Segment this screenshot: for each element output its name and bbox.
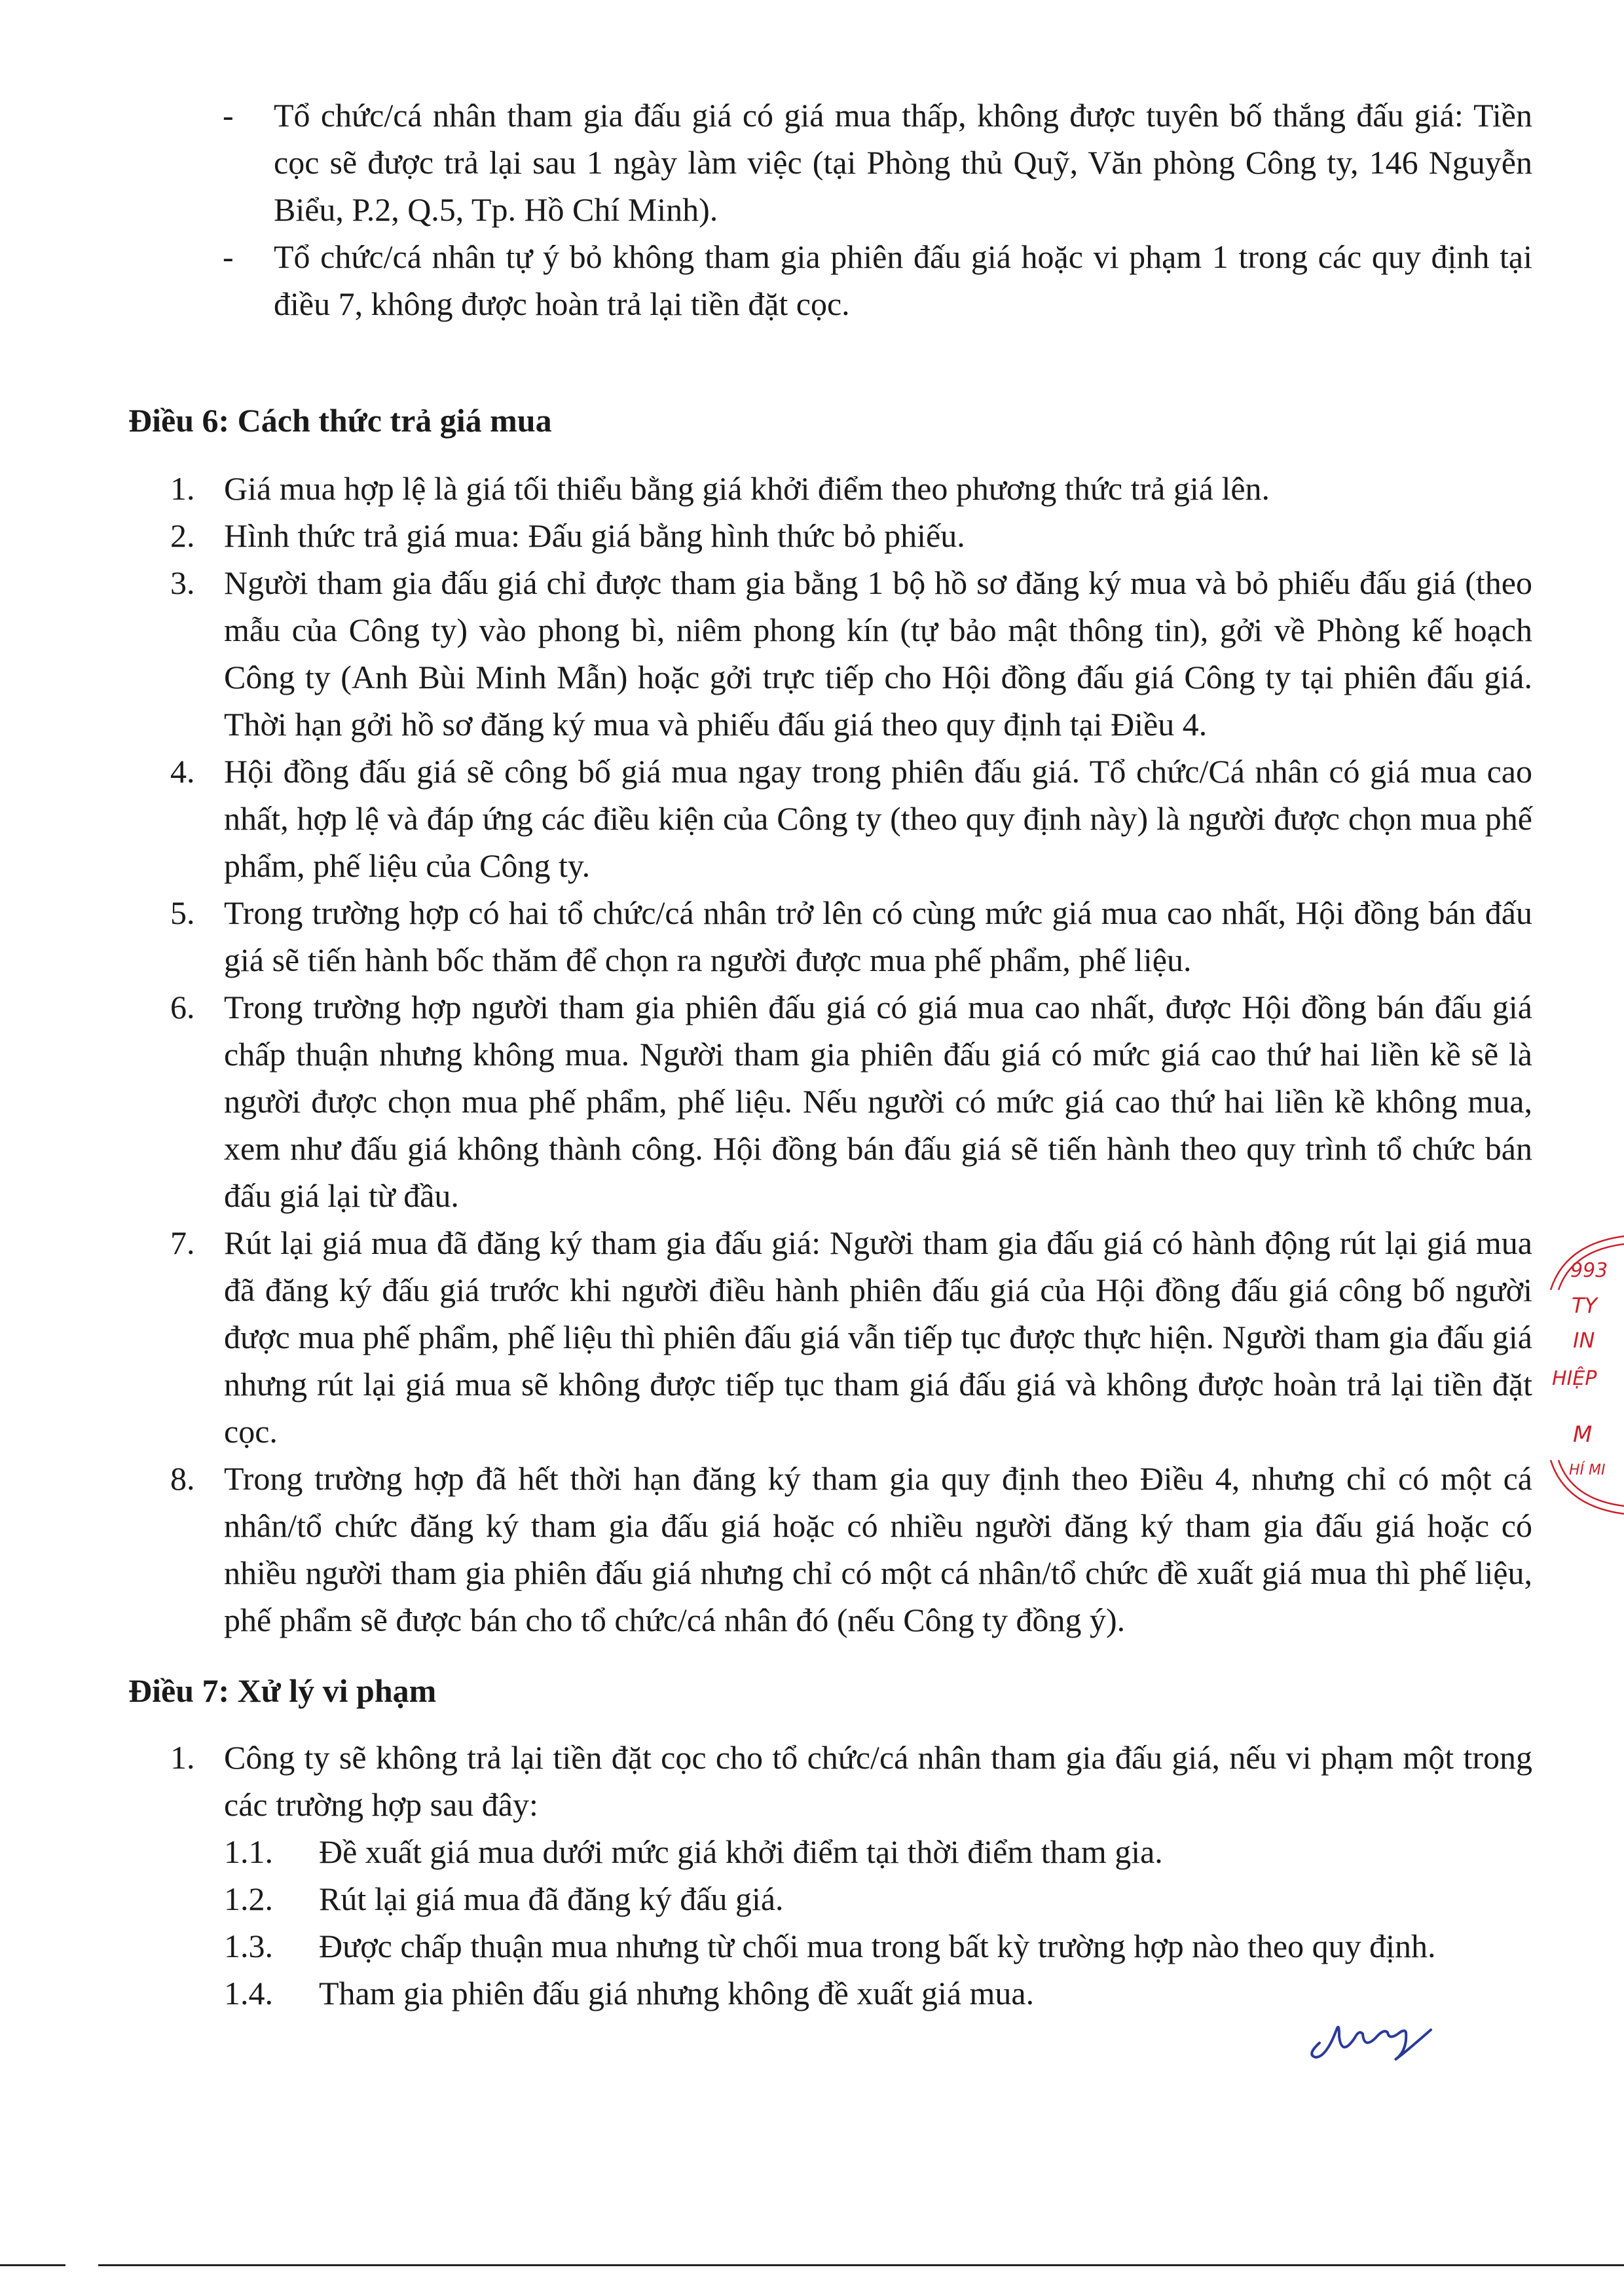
item-text: Rút lại giá mua đã đăng ký tham gia đấu giá: Người tham gia đấu giá có hành động rút lại giá mua đã đăng ký đấu giá trước khi người điều hành phiên đấu giá của Hội đồng đấu giá công bố người được mua phế phẩm, phế liệu thì phiên đấu giá vẫn tiếp tục được thực hiện. Người tham gia đấu giá nhưng rút lại giá mua sẽ không được tiếp tục tham giá đấu giá và không được hoàn trả lại tiền đặt cọc. — [224, 1224, 1532, 1450]
item-text: Trong trường hợp người tham gia phiên đấu giá có giá mua cao nhất, được Hội đồng bán đấu giá chấp thuận nhưng không mua. Người tham gia phiên đấu giá có mức giá cao thứ hai liền kề sẽ là người được chọn mua phế phẩm, phế liệu. Nếu người có mức giá cao thứ hai liền kề không mua, xem như đấu giá không thành công. Hội đồng bán đấu giá sẽ tiến hành theo quy trình tổ chức bán đấu giá lại từ đầu. — [224, 989, 1532, 1214]
item-number: 5. — [170, 894, 195, 931]
item-number: 1. — [170, 470, 195, 507]
company-seal — [1545, 1231, 1624, 1519]
list-item — [170, 889, 1532, 983]
bullet-item — [223, 92, 1532, 233]
item-text: Trong trường hợp có hai tổ chức/cá nhân trở lên có cùng mức giá mua cao nhất, Hội đồng bán đấu giá sẽ tiến hành bốc thăm để chọn ra người được mua phế phẩm, phế liệu. — [224, 894, 1532, 978]
sub-item-text: Tham gia phiên đấu giá nhưng không đề xuất giá mua. — [319, 1975, 1035, 2011]
footer-rule-left — [0, 2264, 65, 2266]
bullet-marker: - — [223, 238, 234, 275]
seal-fragment: M — [1573, 1422, 1593, 1448]
sub-item-text: Rút lại giá mua đã đăng ký đấu giá. — [319, 1881, 784, 1917]
item-text: Hình thức trả giá mua: Đấu giá bằng hình thức bỏ phiếu. — [224, 517, 965, 554]
item-number: 1. — [170, 1739, 195, 1776]
seal-fragment: TY — [1572, 1293, 1598, 1318]
bullet-text: Tổ chức/cá nhân tham gia đấu giá có giá mua thấp, không được tuyên bố thắng đấu giá: Tiền cọc sẽ được trả lại sau 1 ngày làm việc (tại Phòng thủ Quỹ, Văn phòng Công ty, 146 Nguyễn Biểu, P.2, Q.5, Tp. Hồ Chí Minh). — [274, 97, 1532, 228]
item-text: Trong trường hợp đã hết thời hạn đăng ký tham gia quy định theo Điều 4, nhưng chỉ có một cá nhân/tổ chức đăng ký tham gia đấu giá hoặc có nhiều người đăng ký tham gia đấu giá hoặc có nhiều người tham gia phiên đấu giá nhưng chỉ có một cá nhân/tổ chức đề xuất giá mua thì phế liệu, phế phẩm sẽ được bán cho tổ chức/cá nhân đó (nếu Công ty đồng ý). — [224, 1460, 1532, 1638]
sub-list-item — [224, 1875, 1532, 1922]
bullet-list — [223, 92, 1532, 327]
list-item — [170, 983, 1532, 1219]
seal-fragment: 993 — [1570, 1259, 1608, 1282]
bullet-text: Tổ chức/cá nhân tự ý bỏ không tham gia phiên đấu giá hoặc vi phạm 1 trong các quy định tại điều 7, không được hoàn trả lại tiền đặt cọc. — [274, 238, 1532, 322]
sub-item-number: 1.1. — [224, 1833, 273, 1870]
seal-fragment: IN — [1573, 1328, 1595, 1353]
list-item — [170, 559, 1532, 748]
list-item — [170, 1455, 1532, 1643]
article-6-list — [170, 465, 1532, 1643]
article-6-heading: Điều 6: Cách thức trả giá mua — [128, 402, 552, 439]
article-7-heading: Điều 7: Xử lý vi phạm — [128, 1672, 437, 1709]
sub-list-item — [224, 1828, 1532, 1875]
handwritten-signature — [1300, 1997, 1437, 2069]
list-item — [170, 1734, 1532, 2017]
item-text: Người tham gia đấu giá chỉ được tham gia bằng 1 bộ hồ sơ đăng ký mua và bỏ phiếu đấu giá (theo mẫu của Công ty) vào phong bì, niêm phong kín (tự bảo mật thông tin), gởi về Phòng kế hoạch Công ty (Anh Bùi Minh Mẫn) hoặc gởi trực tiếp cho Hội đồng đấu giá Công ty tại phiên đấu giá. Thời hạn gởi hồ sơ đăng ký mua và phiếu đấu giá theo quy định tại Điều 4. — [224, 564, 1532, 743]
item-number: 4. — [170, 753, 195, 790]
sub-list-item — [224, 1922, 1532, 1970]
article-7-list — [170, 1734, 1532, 2017]
bullet-item — [223, 233, 1532, 327]
sub-list — [224, 1828, 1532, 2017]
item-number: 6. — [170, 989, 195, 1025]
item-number: 3. — [170, 564, 195, 601]
seal-fragment: HÍ MI — [1569, 1462, 1606, 1478]
bullet-marker: - — [223, 97, 234, 134]
sub-item-number: 1.2. — [224, 1881, 273, 1917]
list-item — [170, 1219, 1532, 1455]
item-number: 2. — [170, 517, 195, 554]
sub-item-text: Được chấp thuận mua nhưng từ chối mua trong bất kỳ trường hợp nào theo quy định. — [319, 1928, 1436, 1964]
sub-item-text: Đề xuất giá mua dưới mức giá khởi điểm tại thời điểm tham gia. — [319, 1833, 1163, 1870]
item-number: 7. — [170, 1224, 195, 1261]
list-item — [170, 512, 1532, 559]
item-number: 8. — [170, 1460, 195, 1497]
sub-item-number: 1.4. — [224, 1975, 273, 2011]
seal-fragment: HIỆP — [1552, 1367, 1597, 1390]
sub-item-number: 1.3. — [224, 1928, 273, 1964]
item-text: Giá mua hợp lệ là giá tối thiểu bằng giá khởi điểm theo phương thức trả giá lên. — [224, 470, 1270, 507]
list-item — [170, 465, 1532, 512]
item-text: Công ty sẽ không trả lại tiền đặt cọc cho tổ chức/cá nhân tham gia đấu giá, nếu vi phạm một trong các trường hợp sau đây: — [224, 1739, 1532, 1823]
list-item — [170, 748, 1532, 889]
item-text: Hội đồng đấu giá sẽ công bố giá mua ngay trong phiên đấu giá. Tổ chức/Cá nhân có giá mua cao nhất, hợp lệ và đáp ứng các điều kiện của Công ty (theo quy định này) là người được chọn mua phế phẩm, phế liệu của Công ty. — [224, 753, 1532, 884]
footer-rule — [98, 2264, 1624, 2266]
